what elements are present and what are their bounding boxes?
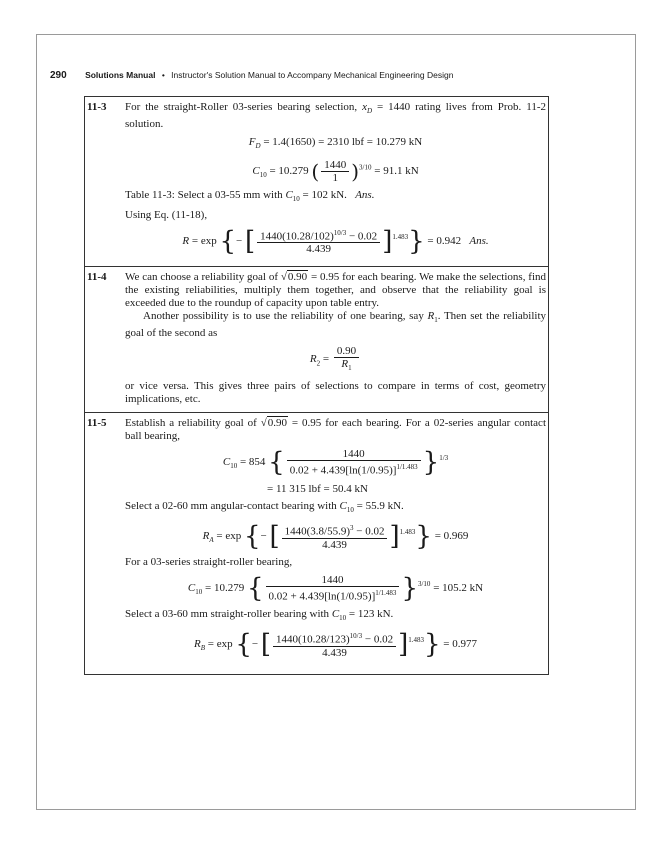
selection-1: Select a 02-60 mm angular-contact bearing with $C_{10} = 55.9$ kN. (125, 500, 404, 515)
equation-r2: $R_2$ = $\frac{0.90}{R_1}$ (125, 345, 546, 374)
page-number: 290 (50, 70, 67, 81)
equation-reliability: R = exp {− [ $\frac{1440(10.28/102)^{10/3} - 0.02}{4.439}$ ]$^{1.483}$} = 0.942 Ans. (182, 225, 489, 256)
problem-paragraph-3: or vice versa. This gives three pairs of selections to compare in terms of cost, geometry implications, etc. (125, 379, 546, 405)
book-subtitle: Instructor's Solution Manual to Accompany Mechanical Engineering Design (171, 70, 454, 80)
problem-intro: For the straight-Roller 03-series bearing selection, $x_D = 1440$ rating lives from Prob. 11-2 solution. (125, 101, 546, 131)
problems-table (84, 96, 549, 675)
using-eq: Using Eq. (11-18), (125, 208, 208, 221)
problem-paragraph-2: Another possibility is to use the reliability of one bearing, say $R_1$. Then set the reliability goal of the second as (125, 310, 547, 340)
header-bullet: • (161, 70, 165, 80)
equation-c10: $C_{10} = 10.279$ ( $\frac{1440}{1}$ )$^{3/10}$ = 91.1 kN (252, 159, 419, 185)
equation-c10-ball: $C_{10} = 854$ { $\frac{1440}{0.02 + 4.439[\ln(1/0.95)]^{1/1.483}}$ }$^{1/3}$ (222, 446, 449, 477)
equation-c10-ball-result: = 11 315 lbf = 50.4 kN (267, 483, 368, 496)
equation-ra: $R_A = \exp$ {− [ $\frac{1440(3.8/55.9)^3 - 0.02}{4.439}$ ]$^{1.483}$} = 0.969 (202, 521, 469, 552)
equation-rb: $R_B = \exp$ {− [ $\frac{1440(10.28/123)^{10/3} - 0.02}{4.439}$ ]$^{1.483}$} = 0.977 (193, 629, 477, 660)
table-selection: Table 11-3: Select a 03-55 mm with $C_{10} = 102$ kN. Ans. (125, 189, 375, 204)
equation-fd: $F_D = 1.4(1650) = 2310$ lbf = 10.279 kN (248, 136, 423, 151)
problem-number: 11-4 (87, 271, 107, 284)
problem-11-3 (85, 97, 548, 267)
problem-number: 11-3 (87, 101, 107, 113)
problem-11-4 (85, 267, 548, 412)
book-title: Solutions Manual (85, 70, 156, 80)
selection-2: Select a 03-60 mm straight-roller bearing with $C_{10} = 123$ kN. (125, 607, 394, 622)
problem-number: 11-5 (87, 416, 107, 429)
equation-c10-roller: $C_{10} = 10.279$ { $\frac{1440}{0.02 + 4.439[\ln(1/0.95)]^{1/1.483}}$ }$^{3/10}$ = 105.2 kN (187, 573, 484, 604)
problem-paragraph-1: Establish a reliability goal of √0.90 = 0.95 for each bearing. For a 02-series angular contact ball bearing, (125, 416, 546, 442)
problem-11-5 (85, 413, 548, 675)
problem-paragraph-1: We can choose a reliability goal of √0.90 = 0.95 for each bearing. We make the selections, find the existing reliabilities, multiply them together, and observe that the reliability goal is exceeded due to the roundup of capacity upon table entry. (125, 271, 547, 310)
running-header (50, 70, 610, 84)
for-03-series: For a 03-series straight-roller bearing, (125, 556, 293, 569)
